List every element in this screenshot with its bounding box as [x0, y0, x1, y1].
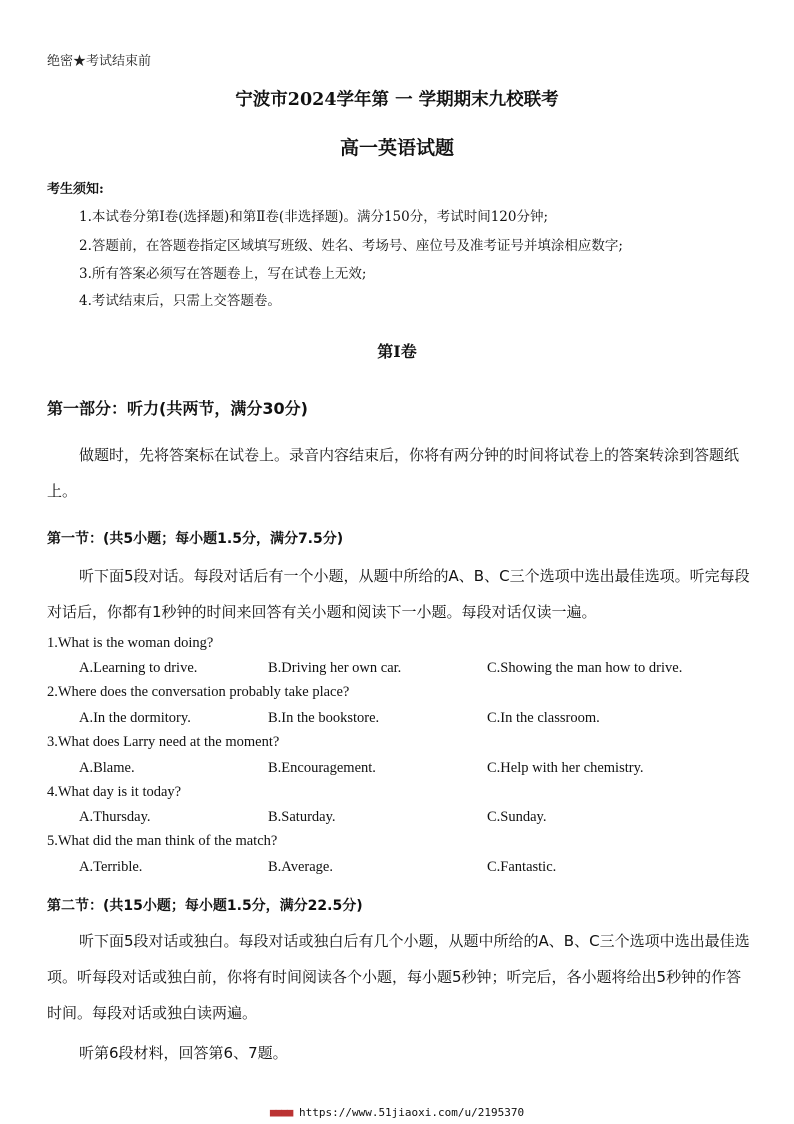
option-a: A.Blame.: [79, 760, 135, 776]
option-c: C.Showing the man how to drive.: [487, 660, 683, 676]
notice-item: 1.本试卷分第Ⅰ卷(选择题)和第Ⅱ卷(非选择题)。满分150分，考试时间120分钟;: [79, 209, 549, 225]
question: 4.What day is it today?: [47, 784, 182, 800]
section1-title: 第一节：(共5小题；每小题1.5分，满分7.5分): [47, 531, 344, 547]
exam-title: 宁波市2024学年第 一 学期期末九校联考: [235, 90, 559, 110]
option-b: B.Encouragement.: [268, 760, 376, 776]
option-a: A.Learning to drive.: [79, 660, 198, 676]
footer-url: [0, 1106, 794, 1119]
notice-item: 4.考试结束后，只需上交答题卷。: [79, 293, 281, 309]
question: 3.What does Larry need at the moment?: [47, 734, 280, 750]
footer-link[interactable]: https://www.51jiaoxi.com/u/2195370: [298, 1106, 525, 1119]
notice-item: 3.所有答案必须写在答题卷上，写在试卷上无效;: [79, 266, 367, 282]
option-c: C.Fantastic.: [487, 859, 557, 875]
section2-material: 听第6段材料，回答第6、7题。: [79, 1044, 288, 1062]
section2-instruction: 听下面5段对话或独白。每段对话或独白后有几个小题，从题中所给的A、B、C三个选项中选出最佳选项。听每段对话或独白前，你将有时间阅读各个小题，每小题5秒钟；听完后，各小题将给出5秒钟的作答时间。每段对话或独白读两遍。: [47, 932, 750, 1022]
question: 5.What did the man think of the match?: [47, 833, 278, 849]
question: 2.Where does the conversation probably take place?: [47, 684, 350, 700]
confidential-label: 绝密★考试结束前: [47, 54, 152, 69]
option-b: B.Average.: [268, 859, 333, 875]
option-a: A.In the dormitory.: [79, 710, 191, 726]
option-c: C.In the classroom.: [487, 710, 600, 726]
option-b: B.Driving her own car.: [268, 660, 402, 676]
option-c: C.Sunday.: [487, 809, 547, 825]
notice-heading: 考生须知:: [47, 182, 104, 197]
part1-instruction: 做题时，先将答案标在试卷上。录音内容结束后，你将有两分钟的时间将试卷上的答案转涂到答题纸上。: [47, 446, 740, 500]
section1-instruction: 听下面5段对话。每段对话后有一个小题，从题中所给的A、B、C三个选项中选出最佳选项。听完每段对话后，你都有1秒钟的时间来回答有关小题和阅读下一小题。每段对话仅读一遍。: [47, 567, 750, 621]
option-a: A.Thursday.: [79, 809, 151, 825]
option-c: C.Help with her chemistry.: [487, 760, 644, 776]
section2-title: 第二节：(共15小题；每小题1.5分，满分22.5分): [47, 898, 363, 914]
option-b: B.Saturday.: [268, 809, 336, 825]
footer-logo-mark: ■■■■: [269, 1106, 293, 1119]
question: 1.What is the woman doing?: [47, 635, 214, 651]
option-a: A.Terrible.: [79, 859, 143, 875]
option-b: B.In the bookstore.: [268, 710, 380, 726]
exam-subtitle: 高一英语试题: [339, 137, 454, 159]
volume-heading: 第Ⅰ卷: [377, 342, 417, 361]
notice-item: 2.答题前，在答题卷指定区域填写班级、姓名、考场号、座位号及准考证号并填涂相应数字;: [79, 238, 623, 254]
part1-title: 第一部分：听力(共两节，满分30分): [47, 399, 308, 418]
